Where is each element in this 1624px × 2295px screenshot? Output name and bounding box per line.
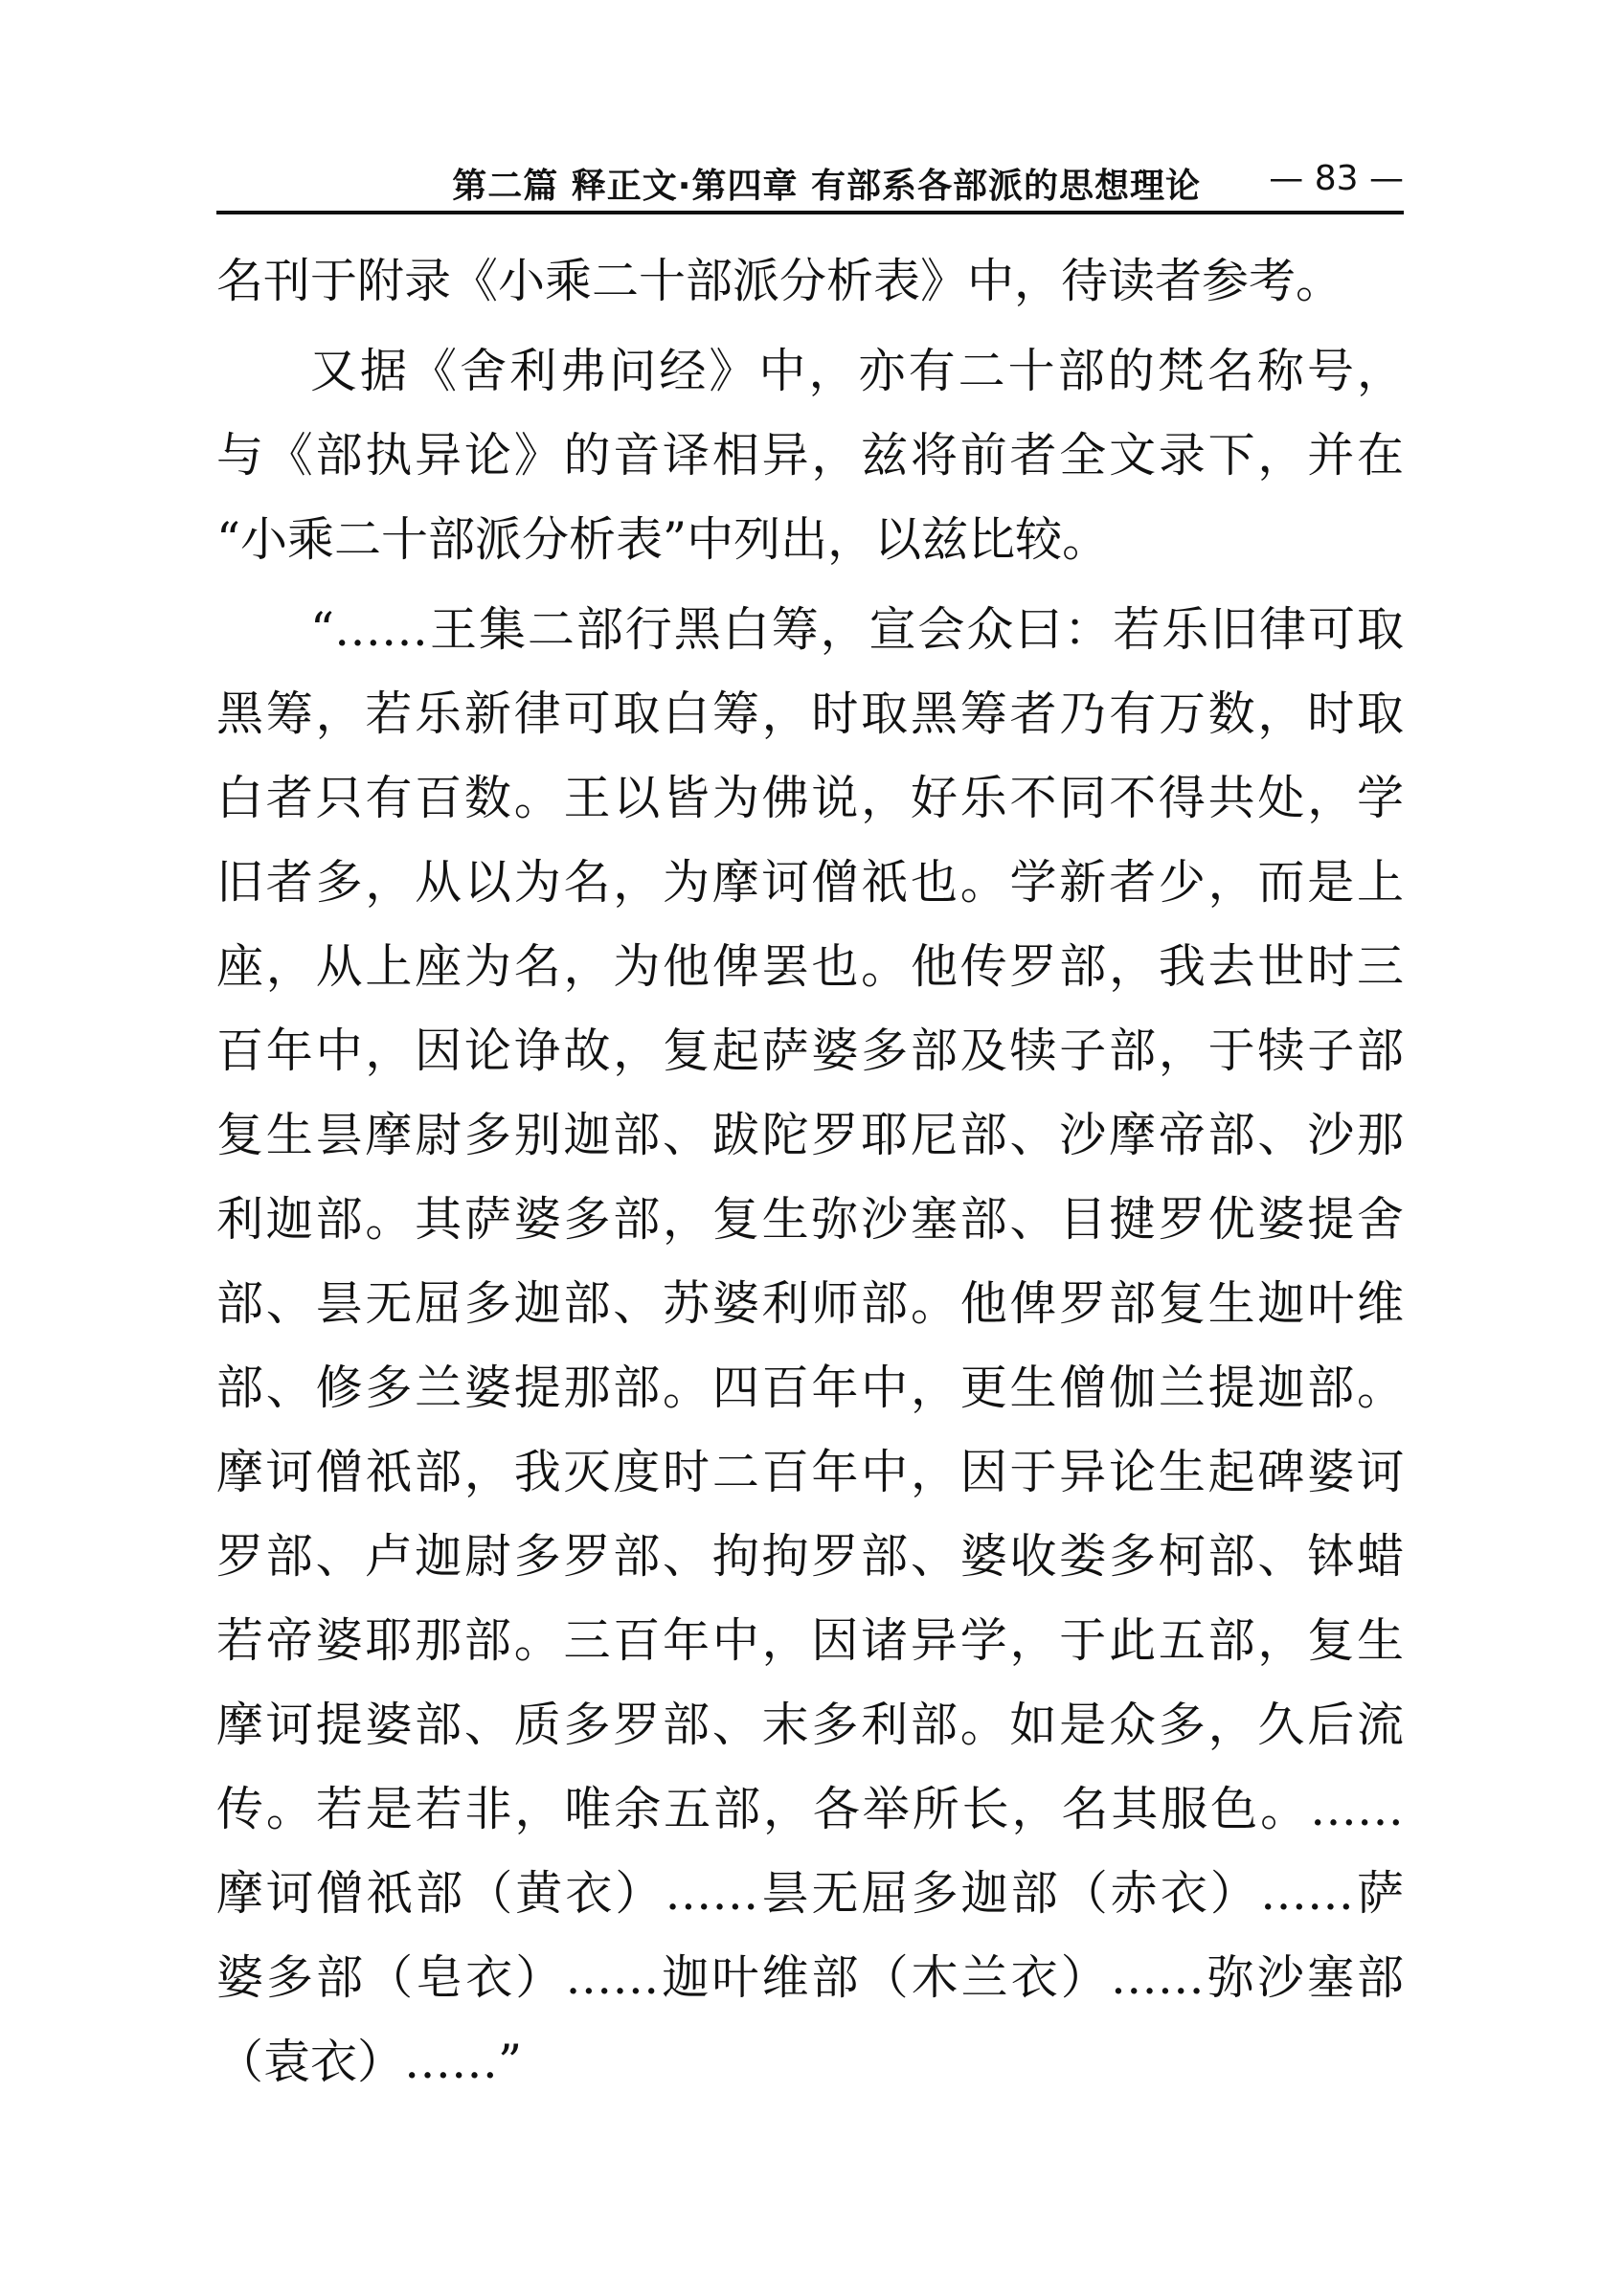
text-line: 座，从上座为名，为他俾罢也。他传罗部，我去世时三: [216, 939, 1404, 994]
text-line: 婆多部（皂衣）……迦叶维部（木兰衣）……弥沙塞部: [216, 1950, 1404, 2005]
text-line: 白者只有百数。王以皆为佛说，好乐不同不得共处，学: [216, 771, 1404, 825]
text-line: 旧者多，从以为名，为摩诃僧祇也。学新者少，而是上: [216, 855, 1404, 910]
text-line: 部、修多兰婆提那部。四百年中，更生僧伽兰提迦部。: [216, 1361, 1404, 1415]
text-line: 传。若是若非，唯余五部，各举所长，名其服色。……: [216, 1782, 1404, 1836]
header-title: 第二篇 释正文·第四章 有部系各部派的思想理论: [452, 167, 1201, 206]
running-header: [216, 153, 1404, 214]
text-line: 黑筹，若乐新律可取白筹，时取黑筹者乃有万数，时取: [216, 686, 1404, 741]
text-line: “……王集二部行黑白筹，宣会众曰：若乐旧律可取: [310, 602, 1404, 657]
text-line: （袁衣）……”: [216, 2035, 523, 2089]
body-text: [216, 239, 1404, 2104]
text-line: 又据《舍利弗问经》中，亦有二十部的梵名称号，: [310, 344, 1404, 398]
text-line: 罗部、卢迦尉多罗部、拘拘罗部、婆收娄多柯部、钵蜡: [216, 1529, 1404, 1584]
text-line: 名刊于附录《小乘二十部派分析表》中，待读者参考。: [216, 254, 1343, 308]
text-line: 百年中，因论诤故，复起萨婆多部及犊子部，于犊子部: [216, 1024, 1404, 1078]
text-line: 若帝婆耶那部。三百年中，因诸异学，于此五部，复生: [216, 1613, 1404, 1668]
text-line: 复生昙摩尉多别迦部、跋陀罗耶尼部、沙摩帝部、沙那: [216, 1108, 1404, 1162]
text-line: 部、昙无屈多迦部、苏婆利师部。他俾罗部复生迦叶维: [216, 1276, 1404, 1331]
text-line: 摩诃提婆部、质多罗部、末多利部。如是众多，久后流: [216, 1698, 1404, 1752]
page-number: — 83 —: [1269, 159, 1404, 198]
text-line: “小乘二十部派分析表”中列出，以兹比较。: [216, 512, 1110, 567]
text-line: 摩诃僧祇部，我灭度时二百年中，因于异论生起碑婆诃: [216, 1445, 1404, 1499]
text-line: 摩诃僧祇部（黄衣）……昙无屈多迦部（赤衣）……萨: [216, 1866, 1404, 1921]
text-line: 利迦部。其萨婆多部，复生弥沙塞部、目揵罗优婆提舍: [216, 1192, 1404, 1247]
text-line: 与《部执异论》的音译相异，兹将前者全文录下，并在: [216, 428, 1404, 483]
